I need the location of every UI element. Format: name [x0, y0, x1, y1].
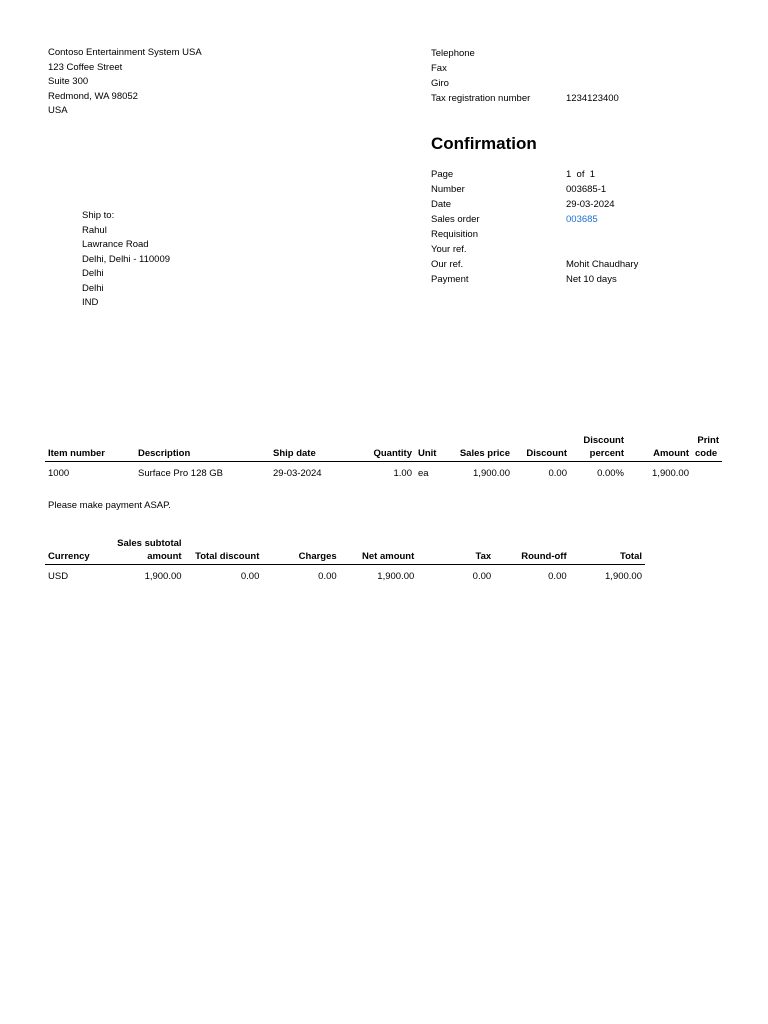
col-print-code-line1: Print	[697, 435, 719, 446]
date-label: Date	[431, 199, 452, 210]
cell-discount: 0.00	[548, 468, 567, 479]
col-description: Description	[138, 448, 191, 459]
number-row	[431, 182, 638, 197]
cell-item-number: 1000	[48, 468, 70, 479]
company-address	[48, 46, 202, 119]
cell-unit: ea	[418, 468, 429, 479]
col-unit: Unit	[418, 448, 437, 459]
date-row	[431, 197, 638, 212]
col-discount-percent-line1: Discount	[583, 435, 624, 446]
cell-currency: USD	[48, 571, 69, 582]
sales-order-label: Sales order	[431, 214, 480, 225]
your-ref-label: Your ref.	[431, 244, 467, 255]
company-suite: Suite 300	[48, 76, 89, 87]
col-subtotal-line1: Sales subtotal	[117, 538, 182, 549]
contact-info	[431, 46, 619, 106]
col-net-amount: Net amount	[362, 551, 415, 562]
our-ref-value: Mohit Chaudhary	[566, 259, 639, 270]
tax-row	[431, 91, 619, 106]
company-name: Contoso Entertainment System USA	[48, 47, 202, 58]
summary-table	[45, 537, 645, 582]
cell-quantity: 1.00	[393, 468, 412, 479]
col-ship-date: Ship date	[273, 448, 316, 459]
our-ref-label: Our ref.	[431, 259, 464, 270]
fax-label: Fax	[431, 63, 447, 74]
sales-order-link[interactable]: 003685	[566, 214, 598, 225]
page-value: 1 of 1	[566, 169, 596, 180]
company-street: 123 Coffee Street	[48, 61, 123, 73]
cell-tax: 0.00	[472, 571, 492, 582]
ship-to-label: Ship to:	[82, 210, 115, 221]
ship-to-district: Delhi	[82, 268, 104, 279]
col-item-number: Item number	[48, 448, 106, 459]
col-quantity: Quantity	[373, 448, 412, 459]
ship-to-country: IND	[82, 297, 99, 308]
cell-round-off: 0.00	[548, 571, 567, 582]
page-label: Page	[431, 169, 454, 180]
cell-ship-date: 29-03-2024	[273, 468, 322, 479]
company-city: Redmond, WA 98052	[48, 90, 138, 102]
payment-label: Payment	[431, 274, 469, 285]
col-discount-percent	[570, 434, 627, 462]
col-discount: Discount	[526, 448, 567, 459]
number-value: 003685-1	[566, 184, 607, 195]
line-items-header	[45, 434, 722, 462]
fax-row	[431, 61, 619, 76]
payment-value: Net 10 days	[566, 274, 617, 285]
requisition-row	[431, 227, 638, 242]
summary-header	[45, 537, 645, 565]
cell-discount-percent: 0.00%	[597, 468, 624, 479]
table-row	[45, 565, 645, 583]
sales-order-row	[431, 212, 638, 227]
col-total-discount: Total discount	[195, 551, 260, 562]
ship-to-city: Delhi, Delhi - 110009	[82, 253, 171, 265]
date-value: 29-03-2024	[566, 199, 615, 210]
your-ref-row	[431, 242, 638, 257]
col-total: Total	[620, 551, 642, 562]
col-subtotal	[107, 537, 185, 565]
col-sales-price: Sales price	[459, 448, 510, 459]
cell-net-amount: 1,900.00	[377, 571, 415, 582]
table-row	[45, 462, 722, 480]
col-charges: Charges	[298, 551, 337, 562]
payment-note: Please make payment ASAP.	[48, 500, 171, 511]
cell-description: Surface Pro 128 GB	[138, 468, 224, 479]
cell-print-code	[692, 462, 722, 480]
col-subtotal-line2: amount	[147, 551, 182, 562]
ship-to-state: Delhi	[82, 282, 104, 294]
col-print-code-line2: code	[695, 448, 718, 459]
document-title: Confirmation	[431, 134, 537, 153]
giro-row	[431, 76, 619, 91]
line-items-table	[45, 434, 722, 479]
requisition-label: Requisition	[431, 229, 478, 240]
cell-total-discount: 0.00	[240, 571, 260, 582]
number-label: Number	[431, 184, 465, 195]
col-amount: Amount	[653, 448, 689, 459]
ship-to-street: Lawrance Road	[82, 239, 149, 250]
tax-value: 1234123400	[566, 93, 619, 104]
giro-label: Giro	[431, 78, 449, 89]
telephone-label: Telephone	[431, 48, 475, 59]
col-tax: Tax	[475, 551, 492, 562]
col-currency: Currency	[48, 551, 90, 562]
document-meta	[431, 167, 638, 287]
ship-to-name: Rahul	[82, 224, 107, 236]
cell-amount: 1,900.00	[652, 468, 689, 479]
telephone-row	[431, 46, 619, 61]
cell-subtotal: 1,900.00	[144, 571, 182, 582]
col-round-off: Round-off	[521, 551, 567, 562]
col-print-code	[692, 434, 722, 462]
tax-label: Tax registration number	[431, 93, 531, 104]
ship-to-address	[82, 209, 170, 311]
payment-row	[431, 272, 638, 287]
cell-charges: 0.00	[318, 571, 337, 582]
company-country: USA	[48, 105, 68, 116]
our-ref-row	[431, 257, 638, 272]
page-row	[431, 167, 638, 182]
cell-total: 1,900.00	[605, 571, 642, 582]
col-discount-percent-line2: percent	[589, 448, 624, 459]
cell-sales-price: 1,900.00	[473, 468, 510, 479]
